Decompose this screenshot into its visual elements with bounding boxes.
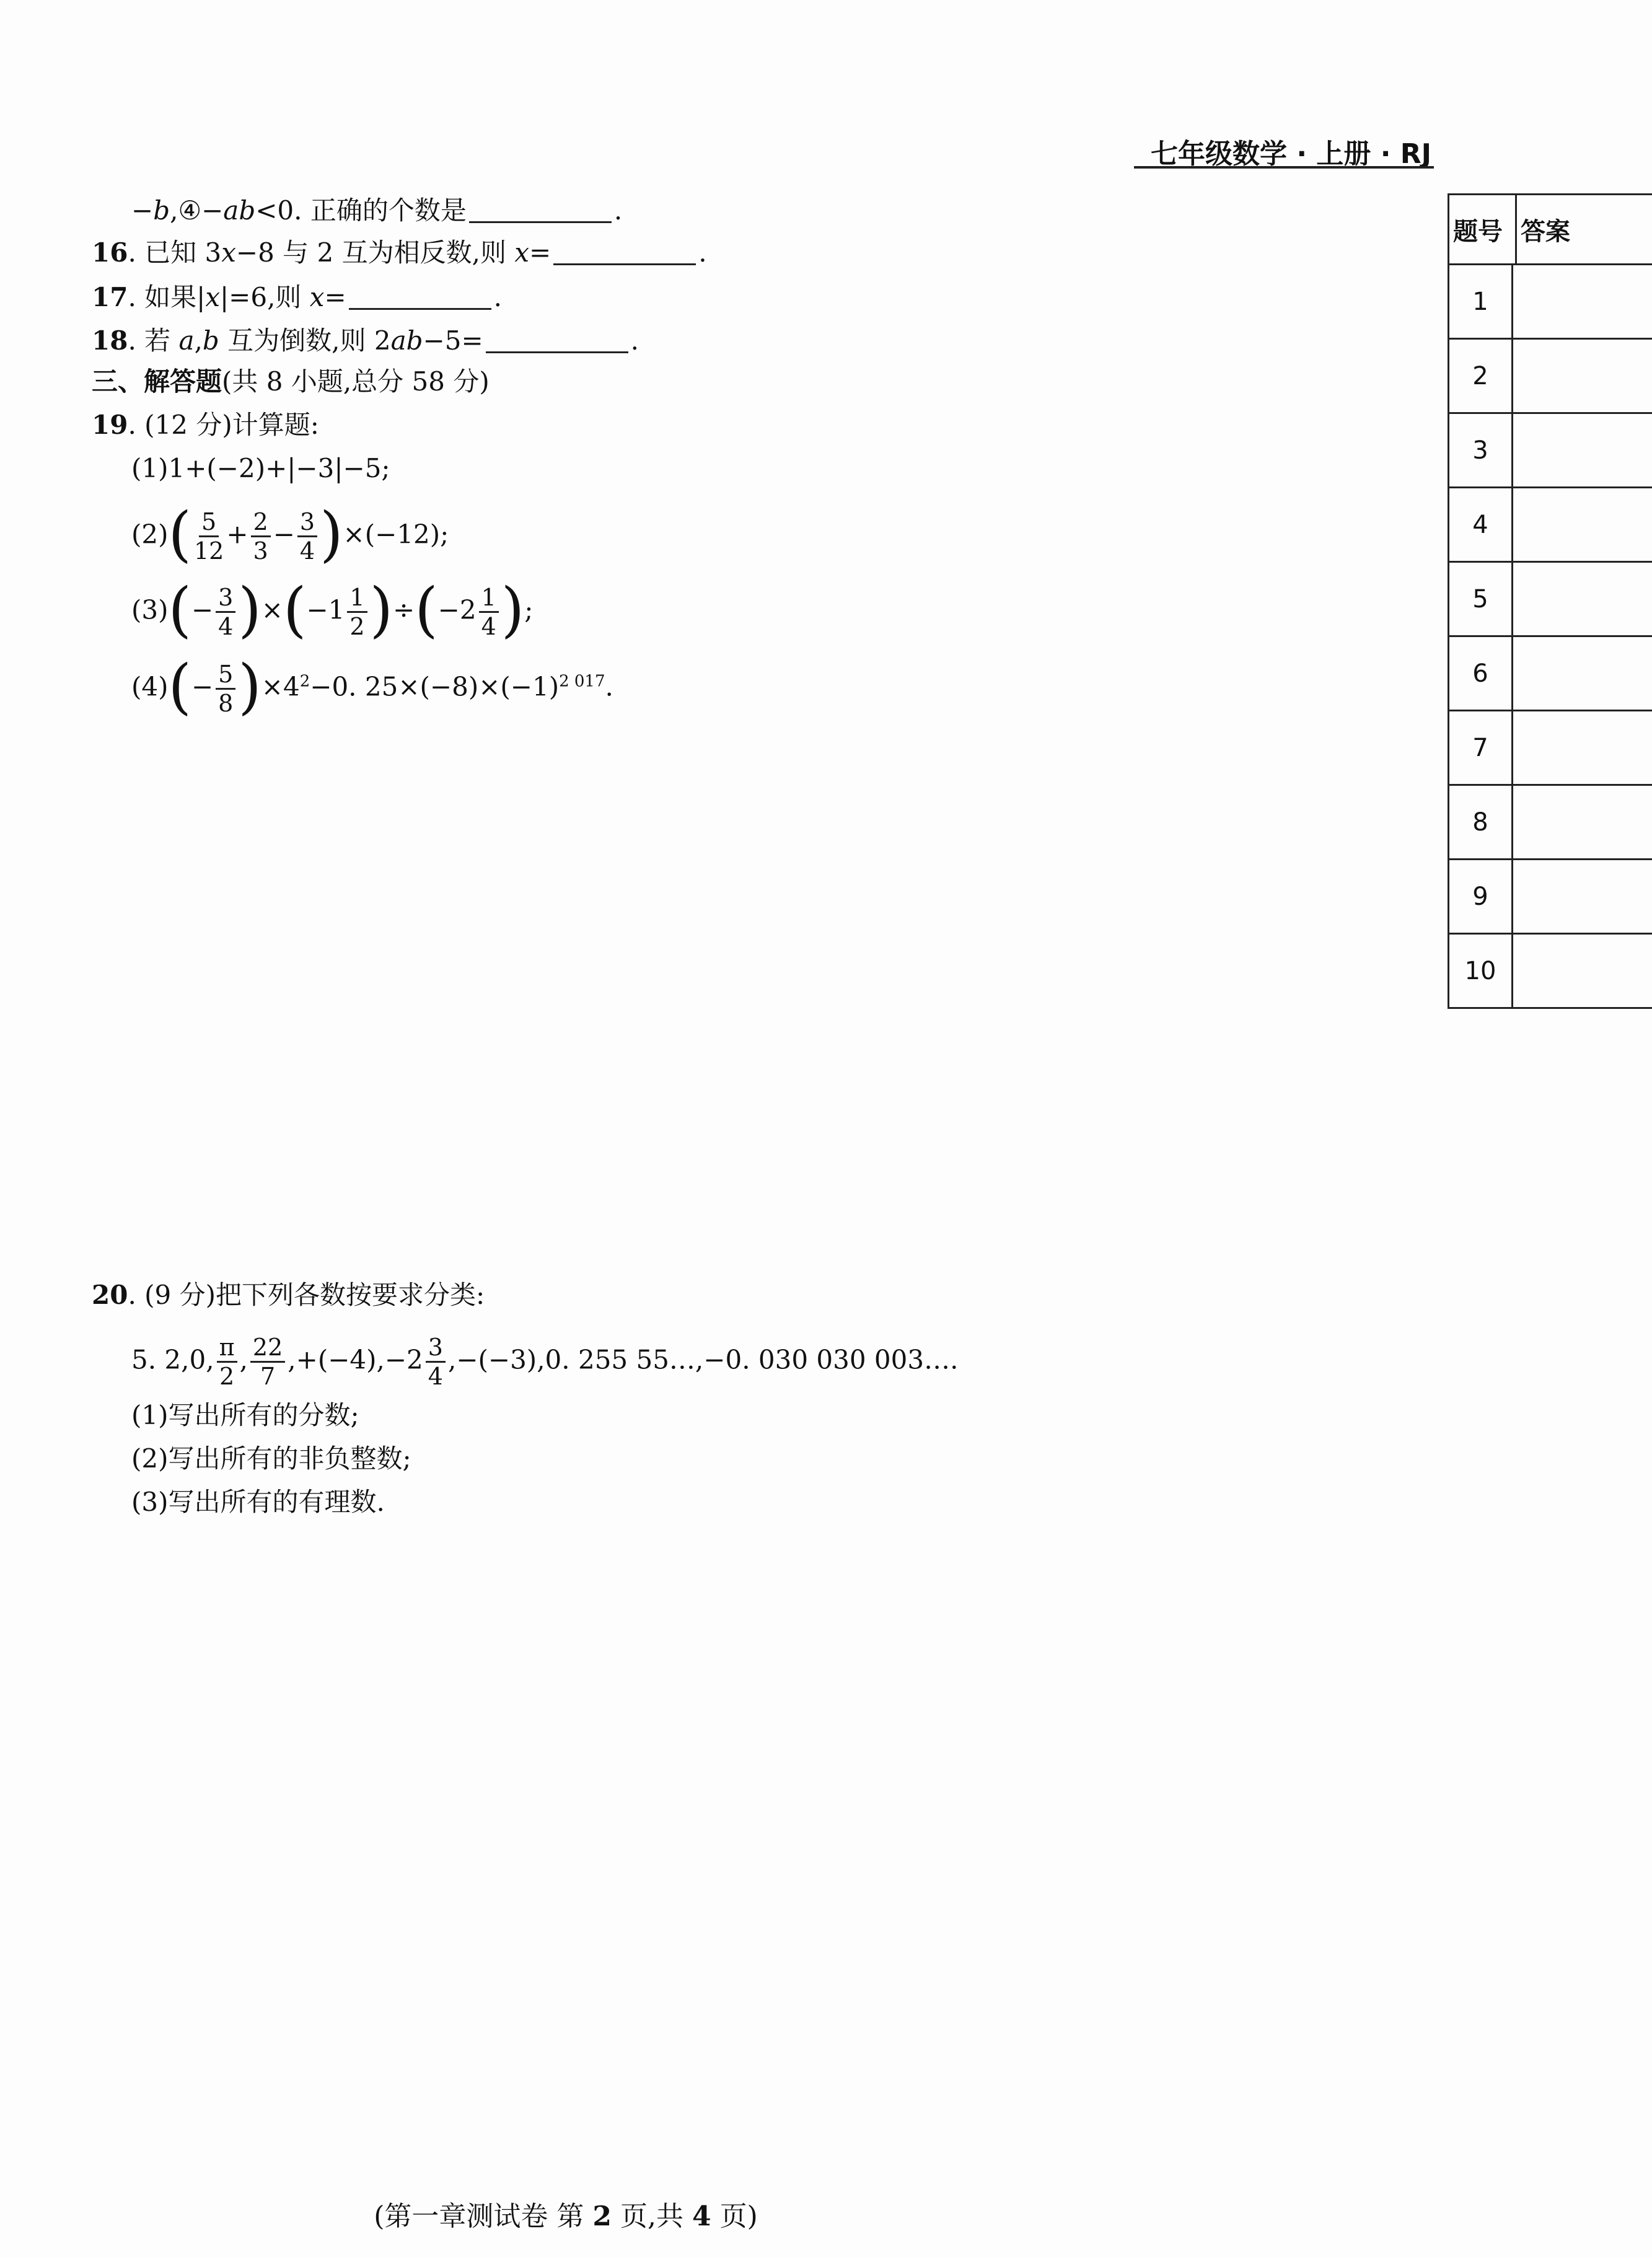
answer-table-header [1449, 193, 1652, 265]
running-header: 七年级数学 · 上册 · RJ [1151, 138, 1431, 170]
table-row: 8 [1449, 786, 1652, 860]
answer-blank[interactable] [553, 239, 696, 265]
table-row: 6 [1449, 637, 1652, 711]
q19-part-3: (3)(− $\frac{3}{4}$ )×(−1 $\frac{1}{2}$ )÷(−2 $\frac{1}{4}$ ); [131, 574, 534, 645]
table-row: 4 [1449, 488, 1652, 563]
table-row: 7 [1449, 711, 1652, 786]
table-row: 3 [1449, 414, 1652, 488]
question-17: 17. 如果|x|=6,则 x= . [92, 282, 503, 312]
q15-tail: −b,④−ab<0. 正确的个数是 . [131, 195, 623, 226]
q20-part-2: (2)写出所有的非负整数; [131, 1443, 411, 1474]
answer-blank[interactable] [349, 283, 491, 310]
q20-part-3: (3)写出所有的有理数. [131, 1487, 385, 1517]
answer-table [1448, 193, 1652, 1009]
q19-part-2: (2)( $\frac{5}{12}$ + $\frac{2}{3}$ − $\frac{3}{4}$ )×(−12); [131, 499, 449, 569]
section-3-heading: 三、解答题(共 8 小题,总分 58 分) [92, 366, 490, 397]
question-19-title: 19. (12 分)计算题: [92, 410, 319, 440]
answer-blank[interactable] [469, 196, 612, 223]
q19-part-4: (4)(− $\frac{5}{8}$ )$\times 4^2-0$. $25\times(-8)\times(-1)^{2 017}$. [131, 651, 613, 721]
q19-part-1: (1)1+(−2)+|−3|−5; [131, 453, 390, 483]
table-row: 10 [1449, 935, 1652, 1009]
question-20-title: 20. (9 分)把下列各数按要求分类: [92, 1280, 485, 1310]
page-footer: (第一章测试卷 第 2 页,共 4 页) [374, 2201, 758, 2232]
header-rule [1134, 166, 1434, 169]
table-row: 5 [1449, 563, 1652, 637]
q20-part-1: (1)写出所有的分数; [131, 1400, 359, 1430]
table-row: 9 [1449, 860, 1652, 935]
q20-number-list: 5. 2,0, $\frac{\pi}{2}$ , $\frac{22}{7}$ ,+(−4),−2 $\frac{3}{4}$ ,−(−3),0. 255 55…,−0. 030 030 003…. [131, 1334, 959, 1390]
table-row: 1 [1449, 265, 1652, 340]
question-16: 16. 已知 3x−8 与 2 互为相反数,则 x= . [92, 237, 707, 268]
answer-blank[interactable] [486, 327, 628, 353]
col-question-number: 题号 [1449, 195, 1517, 263]
col-answer: 答案 [1521, 217, 1570, 246]
question-18: 18. 若 a,b 互为倒数,则 2ab−5= . [92, 325, 639, 356]
table-row: 2 [1449, 340, 1652, 414]
